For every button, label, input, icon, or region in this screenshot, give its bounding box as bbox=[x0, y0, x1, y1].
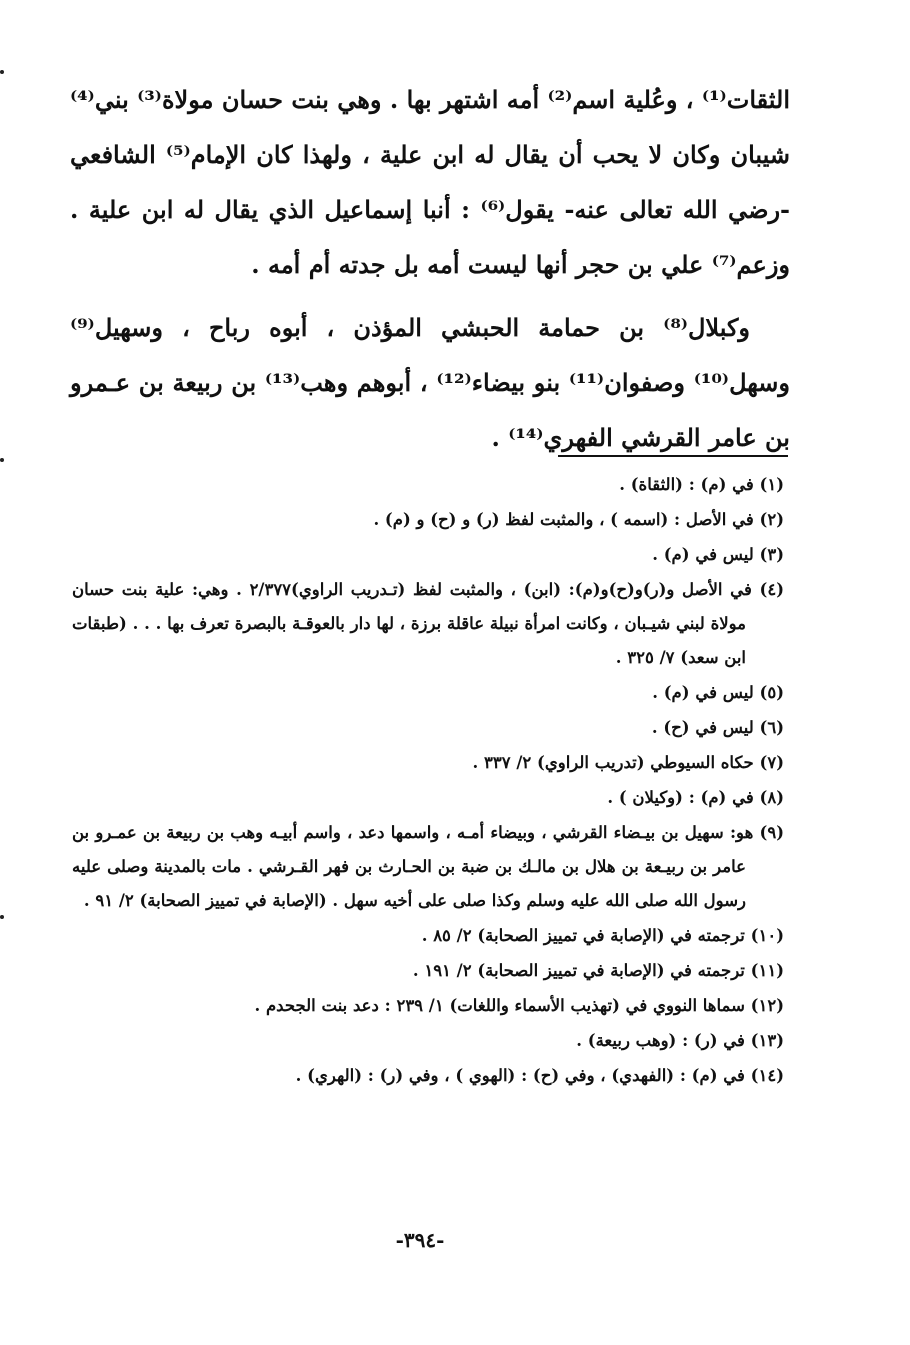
footnote-item bbox=[72, 711, 784, 745]
main-paragraph: الثقات⁽¹⁾ ، وعُلية اسم⁽²⁾ أمه اشتهر بها . وهي بنت حسان مولاة⁽³⁾ بني⁽⁴⁾ شيبان وكان لا يحب أن يقال له ابن علية ، ولهذا كان الإمام⁽⁵⁾ الشافعي -رضي الله تعالى عنه- يقول⁽⁶⁾ : أنبا إسماعيل الذي يقال له ابن علية . وزعم⁽⁷⁾ علي بن حجر أنها ليست أمه بل جدته أم أمه . bbox=[70, 85, 791, 279]
footnote-item bbox=[72, 919, 784, 953]
footnote-text: (١٣) في (ر) : (وهب ربيعة) . bbox=[576, 1031, 784, 1050]
main-body-text bbox=[70, 72, 790, 465]
footnote-text: (٧) حكاه السيوطي (تدريب الراوي) ٢/ ٣٣٧ . bbox=[472, 753, 784, 772]
footnote-item bbox=[72, 746, 784, 780]
footnote-item bbox=[72, 989, 784, 1023]
footnote-item bbox=[72, 676, 784, 710]
footnote-text: (٨) في (م) : (وكيلان ) . bbox=[607, 788, 784, 807]
footnote-text: (٢) في الأصل : (اسمه ) ، والمثبت لفظ (ر) و (ح) و (م) . bbox=[373, 510, 784, 529]
footnote-item bbox=[72, 1059, 784, 1093]
footnote-item bbox=[72, 816, 784, 918]
main-paragraph: وكبلال⁽⁸⁾ بن حمامة الحبشي المؤذن ، أبوه رباح ، وسهيل⁽⁹⁾ وسهل⁽¹⁰⁾ وصفوان⁽¹¹⁾ بنو بيضاء⁽¹²⁾ ، أبوهم وهب⁽¹³⁾ بن ربيعة بن عـمرو بن عامر القرشي الفهري⁽¹⁴⁾ . bbox=[70, 313, 791, 452]
footnote-text: (١٤) في (م) : (الفهدي) ، وفي (ح) : (الهوي ) ، وفي (ر) : (الهري) . bbox=[295, 1066, 784, 1085]
footnote-text: (٥) ليس في (م) . bbox=[652, 683, 784, 702]
footnote-item bbox=[72, 538, 784, 572]
footnote-item bbox=[72, 1024, 784, 1058]
page-number: -٣٩٤- bbox=[395, 1228, 445, 1252]
footnote-text: (١١) ترجمته في (الإصابة في تمييز الصحابة) ٢/ ١٩١ . bbox=[412, 961, 784, 980]
scan-margin-mark bbox=[0, 915, 4, 919]
footnote-text: (٩) هو: سهيل بن بيـضاء القرشي ، وبيضاء أمـه ، واسمها دعد ، واسم أبيـه وهب بن ربيعة بن عمـرو بن عامر بن ربيـعة بن هلال بن مالـك بن ضبة بن الحـارث بن فهر القـرشي . مات بالمدينة وصلى عليه رسول الله صلى الله عليه وسلم وكذا صلى على أخيه سهل . (الإصابة في تمييز الصحابة) ٢/ ٩١ . bbox=[72, 823, 784, 910]
footnote-divider bbox=[558, 455, 788, 457]
footnote-text: (٤) في الأصل و(ر)و(ح)و(م): (ابن) ، والمثبت لفظ (تـدريب الراوي)٢/٣٧٧ . وهي: علية بنت حسان مولاة لبني شيـبان ، وكانت امرأة نبيلة عاقلة برزة ، لها دار بالعوقـة بالبصرة تعرف بها . . . (طبقات ابن سعد) ٧/ ٣٢٥ . bbox=[72, 580, 784, 667]
footnote-text: (٣) ليس في (م) . bbox=[652, 545, 784, 564]
footnote-text: (١) في (م) : (الثقاة) . bbox=[619, 475, 784, 494]
footnote-item bbox=[72, 503, 784, 537]
footnotes-section bbox=[72, 468, 784, 1094]
scan-margin-mark bbox=[0, 70, 4, 74]
footnote-item bbox=[72, 468, 784, 502]
footnote-text: (٦) ليس في (ح) . bbox=[651, 718, 784, 737]
footnote-item bbox=[72, 573, 784, 675]
footnote-item bbox=[72, 781, 784, 815]
footnote-item bbox=[72, 954, 784, 988]
footnote-text: (١٠) ترجمته في (الإصابة في تمييز الصحابة) ٢/ ٨٥ . bbox=[421, 926, 784, 945]
scan-margin-mark bbox=[0, 458, 4, 462]
footnote-text: (١٢) سماها النووي في (تهذيب الأسماء واللغات) ١/ ٢٣٩ : دعد بنت الجحدم . bbox=[254, 996, 784, 1015]
